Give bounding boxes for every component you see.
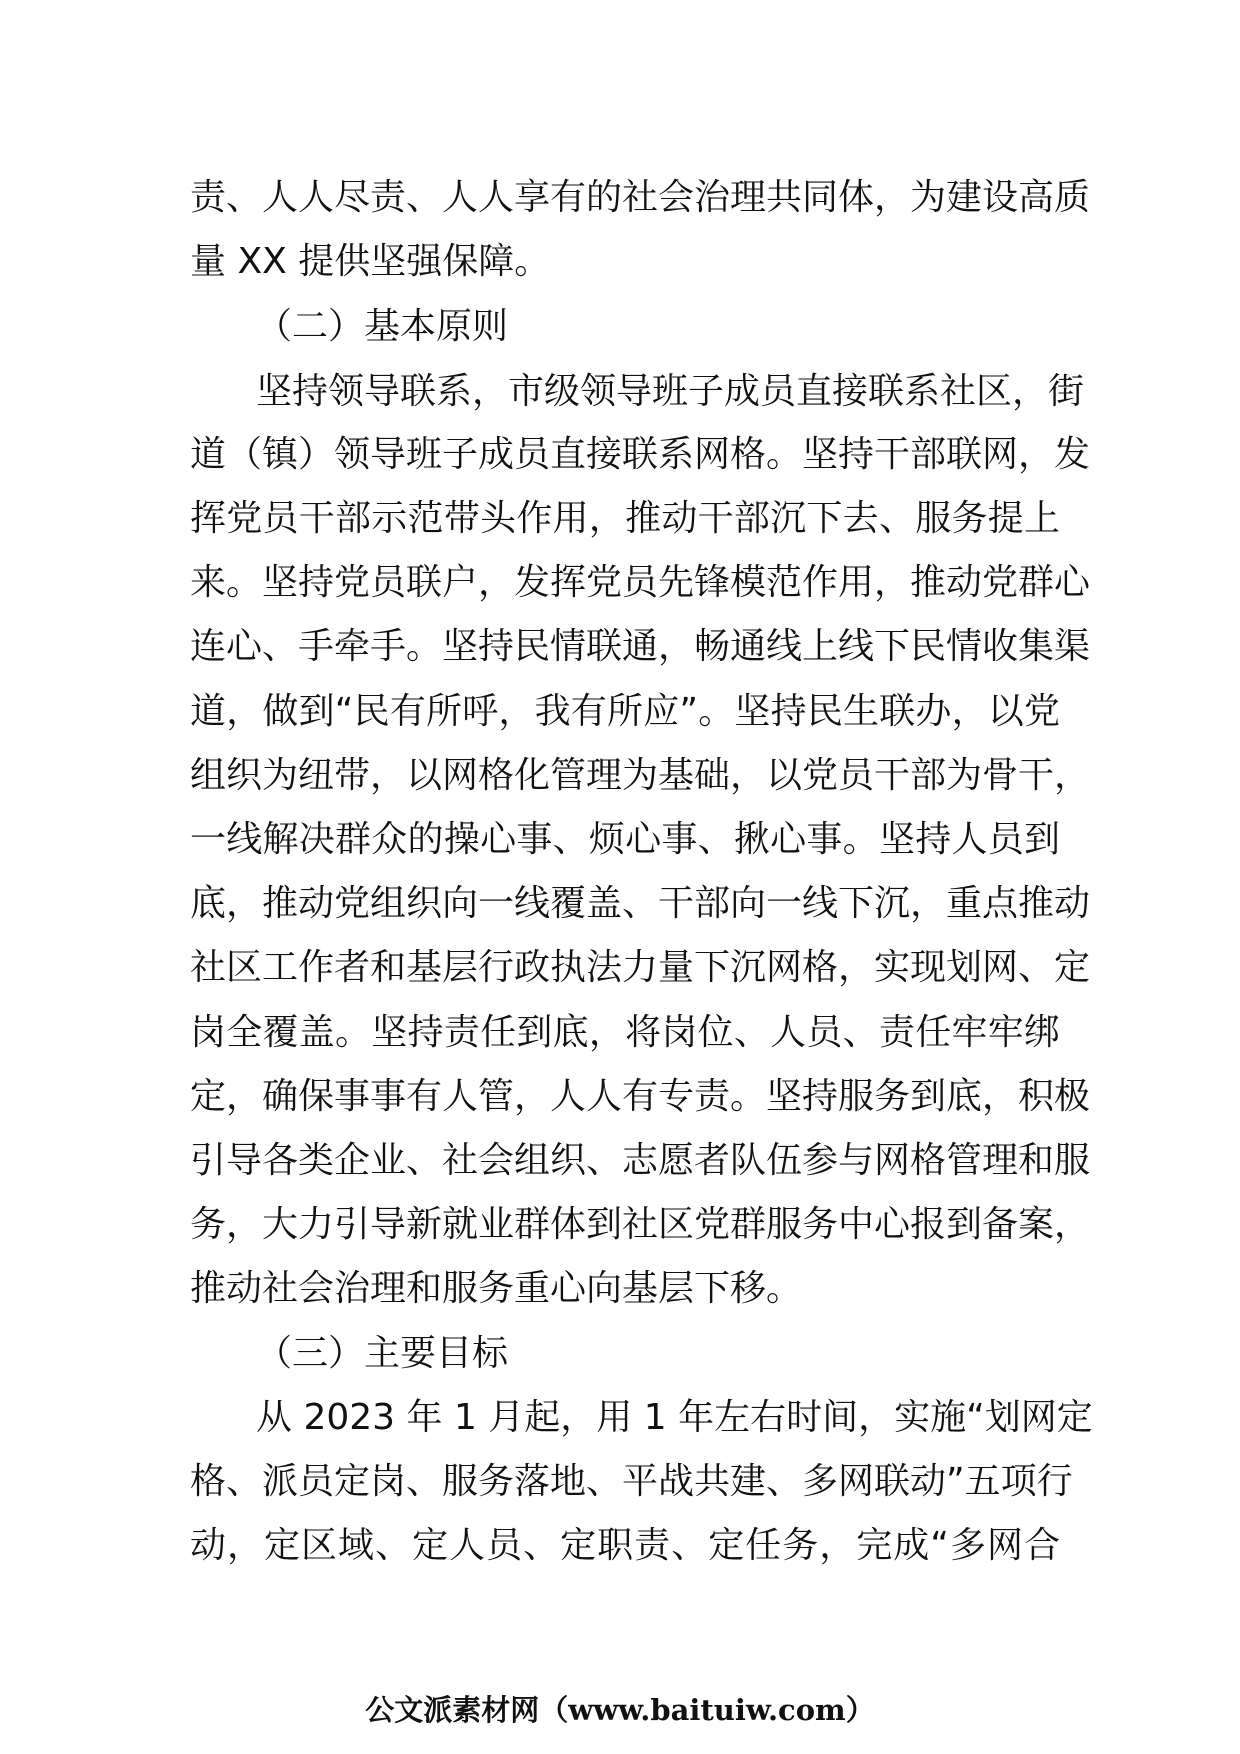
body-text-line: 一线解决群众的操心事、烦心事、揪心事。坚持人员到 — [190, 819, 1060, 860]
section-heading: （三）主要目标 — [256, 1333, 509, 1374]
body-text-line: 格、派员定岗、服务落地、平战共建、多网联动”五项行 — [190, 1461, 1073, 1502]
body-text-line: 定，确保事事有人管，人人有专责。坚持服务到底，积极 — [190, 1076, 1091, 1117]
body-text-line: 动，定区域、定人员、定职责、定任务，完成“多网合 — [190, 1525, 1060, 1566]
body-text-line: 责、人人尽责、人人享有的社会治理共同体，为建设高质 — [190, 177, 1091, 218]
body-text-line: 务，大力引导新就业群体到社区党群服务中心报到备案， — [190, 1204, 1091, 1245]
body-text-line: 社区工作者和基层行政执法力量下沉网格，实现划网、定 — [190, 947, 1091, 988]
body-text-line: 引导各类企业、社会组织、志愿者队伍参与网格管理和服 — [190, 1140, 1091, 1181]
body-text-line: 底，推动党组织向一线覆盖、干部向一线下沉，重点推动 — [190, 883, 1091, 924]
section-heading: （二）基本原则 — [256, 306, 509, 347]
body-text-line: 量 XX 提供坚强保障。 — [190, 241, 551, 282]
body-text-line: 连心、手牵手。坚持民情联通，畅通线上线下民情收集渠 — [190, 626, 1091, 667]
body-text-line: 挥党员干部示范带头作用，推动干部沉下去、服务提上 — [190, 498, 1060, 539]
body-text-line: 推动社会治理和服务重心向基层下移。 — [190, 1268, 803, 1309]
body-text-line: 道（镇）领导班子成员直接联系网格。坚持干部联网，发 — [190, 434, 1091, 475]
footer-watermark: 公文派素材网（www.baituiw.com） — [365, 1693, 875, 1727]
body-text-line: 组织为纽带，以网格化管理为基础，以党员干部为骨干， — [190, 755, 1091, 796]
paragraph-first-line: 坚持领导联系，市级领导班子成员直接联系社区，街 — [256, 371, 1085, 412]
body-text-line: 来。坚持党员联户，发挥党员先锋模范作用，推动党群心 — [190, 562, 1091, 603]
paragraph-first-line: 从 2023 年 1 月起，用 1 年左右时间，实施“划网定 — [256, 1397, 1093, 1438]
body-text-line: 岗全覆盖。坚持责任到底，将岗位、人员、责任牢牢绑 — [190, 1012, 1060, 1053]
body-text-line: 道，做到“民有所呼，我有所应”。坚持民生联办，以党 — [190, 691, 1060, 732]
